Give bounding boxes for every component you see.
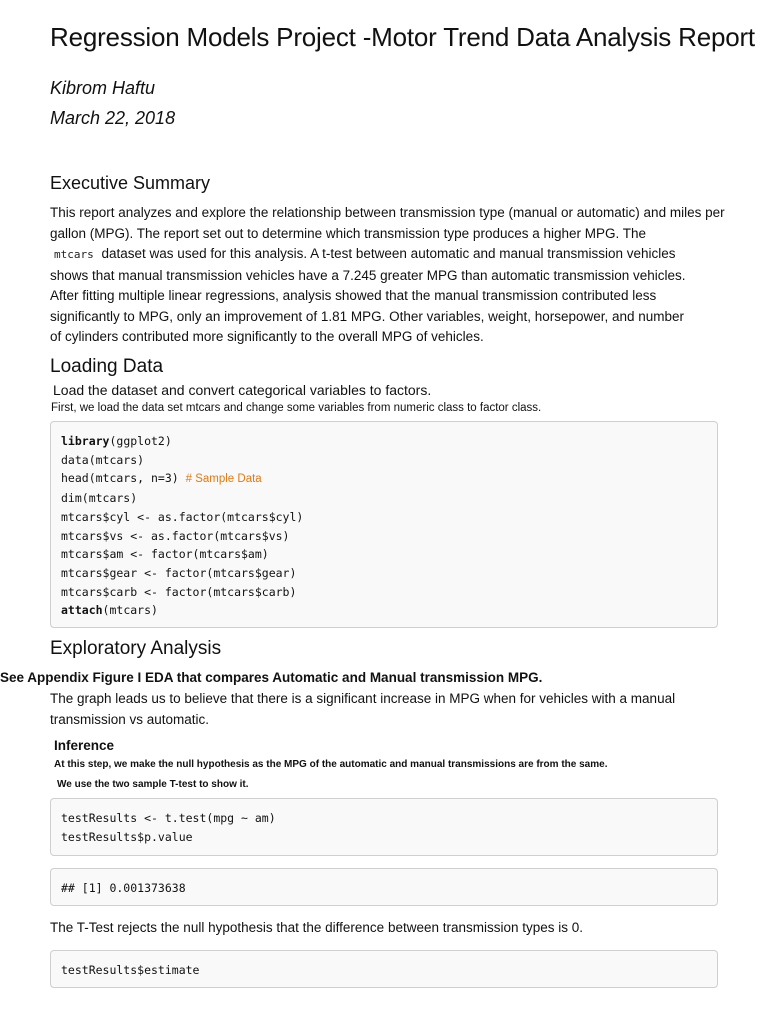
summary-line: significantly to MPG, only an improvement of 1.81 MPG. Other variables, weight, horsepower, and number [50,308,685,324]
inference-line: We use the two sample T-test to show it. [57,779,249,790]
code-block-loading [50,421,718,628]
summary-line: This report analyzes and explore the relationship between transmission type (manual or automatic) and miles per [50,205,725,220]
summary-line: After fitting multiple linear regressions, analysis showed that the manual transmission contributed less [50,288,657,303]
ttest-conclusion: The T-Test rejects the null hypothesis that the difference between transmission types is 0. [50,920,584,935]
code-text: (ggplot2) [109,434,172,448]
loading-data-subtitle: Load the dataset and convert categorical variables to factors. [53,382,432,398]
loading-data-note: First, we load the data set mtcars and change some variables from numeric class to factor class. [51,402,542,414]
code-line: mtcars$am <- factor(mtcars$am) [61,547,269,562]
code-line: testResults <- t.test(mpg ~ am) [61,811,276,825]
code-output-pvalue [50,868,718,906]
executive-summary-heading: Executive Summary [50,173,211,193]
executive-summary-text [50,203,762,348]
exploratory-line: transmission vs automatic. [50,711,210,727]
summary-line [50,244,762,266]
inference-line: At this step, we make the null hypothesis as the MPG of the automatic and manual transmissions are from the same. [54,759,608,770]
appendix-note: See Appendix Figure I EDA that compares Automatic and Manual transmission MPG. [0,670,543,685]
loading-data-heading: Loading Data [50,356,164,377]
summary-line: shows that manual transmission vehicles have a 7.245 greater MPG than automatic transmission vehicles. [50,267,686,283]
code-line: mtcars$vs <- as.factor(mtcars$vs) [61,528,290,543]
code-line: dim(mtcars) [61,491,138,506]
code-line: testResults$estimate [61,963,200,977]
exploratory-analysis-heading: Exploratory Analysis [50,638,222,659]
inference-heading: Inference [54,738,115,753]
summary-line: of cylinders contributed more significantly to the overall MPG of vehicles. [50,329,484,344]
code-line: mtcars$carb <- factor(mtcars$carb) [61,584,297,599]
inline-code-mtcars: mtcars [54,248,94,261]
code-line: mtcars$cyl <- as.factor(mtcars$cyl) [61,509,304,524]
code-block-estimate [50,950,718,988]
output-line: ## [1] 0.001373638 [61,881,186,895]
report-title: Regression Models Project -Motor Trend Data Analysis Report [50,22,755,52]
code-line: data(mtcars) [61,452,145,467]
report-date: March 22, 2018 [50,108,176,128]
code-line: mtcars$gear <- factor(mtcars$gear) [61,565,297,580]
summary-line-rest: dataset was used for this analysis. A t-test between automatic and manual transmission vehicles [101,246,676,261]
code-line [61,469,707,489]
code-keyword: library [61,434,110,448]
summary-line: gallon (MPG). The report set out to determine which transmission type produces a higher MPG. The [50,225,647,241]
code-line [61,601,707,620]
code-block-ttest [50,798,718,856]
code-keyword: attach [61,603,103,618]
code-line: testResults$p.value [61,829,193,844]
exploratory-text [50,689,762,730]
author-name: Kibrom Haftu [50,78,156,98]
code-text: (mtcars) [102,603,158,618]
exploratory-line: The graph leads us to believe that there is a significant increase in MPG when for vehicles with a manual [50,691,676,706]
code-line [61,432,707,451]
code-comment: # Sample Data [185,473,262,486]
code-text: head(mtcars, n=3) [61,471,186,486]
